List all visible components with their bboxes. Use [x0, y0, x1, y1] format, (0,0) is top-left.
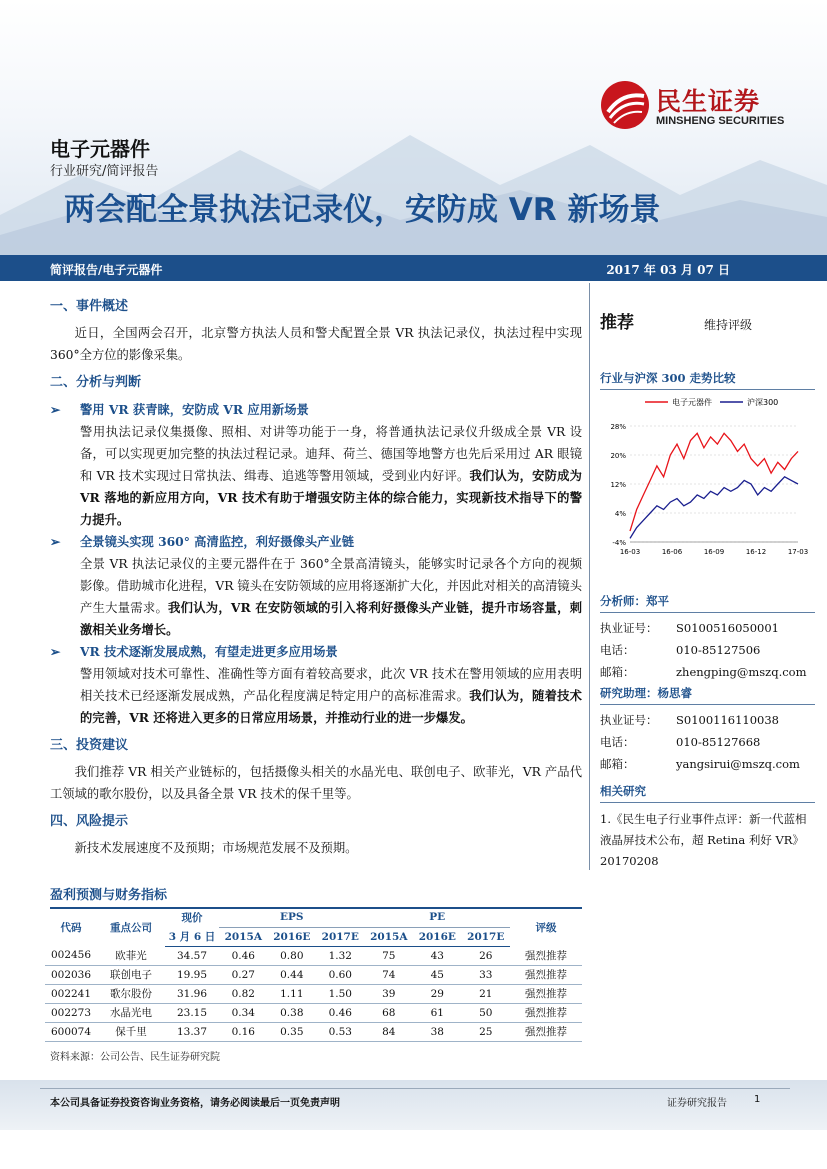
- table-cell: 0.46: [316, 1003, 364, 1022]
- footer-divider: [40, 1088, 790, 1089]
- table-cell: 1.32: [316, 946, 364, 965]
- series-line-index: [630, 477, 798, 539]
- table-cell: 29: [413, 984, 461, 1003]
- x-tick-label: 16-06: [661, 548, 683, 556]
- trend-chart: [600, 390, 815, 575]
- x-tick-label: 16-12: [745, 548, 767, 556]
- table-cell: 1.11: [268, 984, 316, 1003]
- col-header: 现价: [181, 912, 203, 924]
- table-source: 资料来源：公司公告、民生证券研究院: [50, 1052, 220, 1063]
- table-cell: 002036: [45, 965, 97, 984]
- bullet-body: [50, 663, 582, 729]
- table-cell: 0.44: [268, 965, 316, 984]
- col-header: 代码: [60, 921, 82, 934]
- conclusion-text: 我们认为，随着技术的完善，VR 还将进入更多的日常应用场景，并推动行业的进一步爆发。: [80, 688, 582, 725]
- y-tick-label: 12%: [610, 481, 626, 489]
- forecast-table: [45, 908, 582, 1042]
- table-row: [45, 946, 582, 965]
- info-row: [600, 709, 815, 731]
- legend-label: 电子元器件: [672, 398, 712, 407]
- info-value[interactable]: zhengping@mszq.com: [676, 665, 807, 679]
- info-key: 电话：: [600, 735, 635, 749]
- bullet-heading-text: 警用 VR 获青睐，安防成 VR 应用新场景: [80, 402, 309, 417]
- info-row: [600, 731, 815, 753]
- table-cell: 0.34: [219, 1003, 268, 1022]
- info-row: [600, 617, 815, 639]
- assistant-info: [600, 709, 815, 775]
- table-cell: 26: [462, 946, 510, 965]
- table-cell: 0.38: [268, 1003, 316, 1022]
- assistant-heading: 研究助理：杨思睿: [600, 685, 815, 705]
- table-cell: 21: [462, 984, 510, 1003]
- info-value: 010-85127668: [676, 735, 761, 749]
- table-cell: 74: [364, 965, 413, 984]
- rating-box: [600, 300, 815, 340]
- info-key: 邮箱：: [600, 665, 635, 679]
- paragraph: 新技术发展速度不及预期；市场规范发展不及预期。: [74, 841, 358, 855]
- table-cell: 50: [462, 1003, 510, 1022]
- main-content: [50, 296, 582, 859]
- info-key: 执业证号：: [600, 713, 658, 727]
- related-heading: 相关研究: [600, 783, 815, 803]
- paragraph: 近日，全国两会召开，北京警方执法人员和警犬配置全景 VR 执法记录仪，执法过程中实现 360°全方位的影像采集。: [50, 326, 582, 362]
- col-header: 2017E: [462, 927, 510, 946]
- arrow-bullet-icon: ➢: [50, 402, 61, 417]
- table-cell: 33: [462, 965, 510, 984]
- bullet-body: [50, 421, 582, 531]
- table-cell: 联创电子: [97, 965, 165, 984]
- table-cell: 61: [413, 1003, 461, 1022]
- table-cell: 19.95: [165, 965, 219, 984]
- table-cell: 84: [364, 1022, 413, 1041]
- section-title: 三、投资建议: [50, 738, 129, 753]
- y-tick-label: 4%: [614, 510, 626, 518]
- table-cell: 0.82: [219, 984, 268, 1003]
- info-row: [600, 661, 815, 683]
- table-cell: 38: [413, 1022, 461, 1041]
- rating: 推荐: [600, 313, 634, 333]
- minsheng-logo: [600, 80, 800, 130]
- table-cell: 0.53: [316, 1022, 364, 1041]
- table-cell: 002241: [45, 984, 97, 1003]
- y-tick-label: 28%: [610, 423, 626, 431]
- chart-heading: 行业与沪深 300 走势比较: [600, 370, 815, 390]
- table-cell: 歌尔股份: [97, 984, 165, 1003]
- table-cell: 34.57: [165, 946, 219, 965]
- report-type: 行业研究/简评报告: [50, 164, 159, 179]
- table-cell: 强烈推荐: [510, 1003, 582, 1022]
- col-header: 2015A: [364, 927, 413, 946]
- body-text: 警用领域对技术可靠性、准确性等方面有着较高要求，此次 VR 技术在警用领域的应用表明相关技术已经逐渐发展成熟，产品化程度满足特定用户的高标准需求。: [80, 667, 582, 703]
- bullet-heading: [50, 531, 582, 553]
- info-row: [600, 639, 815, 661]
- table-cell: 31.96: [165, 984, 219, 1003]
- table-cell: 强烈推荐: [510, 965, 582, 984]
- table-cell: 0.27: [219, 965, 268, 984]
- bullet-body: [50, 553, 582, 641]
- info-key: 电话：: [600, 643, 635, 657]
- table-cell: 45: [413, 965, 461, 984]
- y-tick-label: 20%: [610, 452, 626, 460]
- table-row: [45, 1022, 582, 1041]
- table-cell: 002273: [45, 1003, 97, 1022]
- col-header: 3 月 6 日: [165, 927, 219, 946]
- arrow-bullet-icon: ➢: [50, 644, 61, 659]
- x-tick-label: 16-09: [703, 548, 725, 556]
- chart-svg: [600, 390, 815, 575]
- col-header: 评级: [535, 921, 557, 934]
- table-cell: 75: [364, 946, 413, 965]
- x-tick-label: 16-03: [619, 548, 641, 556]
- col-group-header: PE: [364, 908, 510, 927]
- report-date: 2017 年 03 月 07 日: [606, 263, 730, 277]
- paragraph: 我们推荐 VR 相关产业链标的，包括摄像头相关的水晶光电、联创电子、欧菲光，VR 产品代工领域的歌尔股份，以及具备全景 VR 技术的保千里等。: [50, 765, 582, 801]
- logo-text-cn: 民生证券: [656, 87, 761, 116]
- section-title: 一、事件概述: [50, 299, 129, 314]
- table-cell: 0.80: [268, 946, 316, 965]
- bullet-heading-text: VR 技术逐渐发展成熟，有望走进更多应用场景: [80, 644, 338, 659]
- table-cell: 水晶光电: [97, 1003, 165, 1022]
- table-cell: 25: [462, 1022, 510, 1041]
- x-tick-label: 17-03: [787, 548, 809, 556]
- logo-emblem-icon: [600, 80, 650, 130]
- col-header: 2017E: [316, 927, 364, 946]
- sidebar: [600, 300, 815, 872]
- col-header: 2015A: [219, 927, 268, 946]
- table-cell: 002456: [45, 946, 97, 965]
- body-text: 警用执法记录仪集摄像、照相、对讲等功能于一身，将普通执法记录仪升级成全景 VR 设备，可以实现更加完整的执法过程记录。迪拜、荷兰、德国等地警方也先后采用过 AR 眼镜和 VR 技术实现过日常执法、缉毒、追逃等警用领域，受到业内好评。: [80, 425, 582, 483]
- analyst-heading: 分析师：郑平: [600, 593, 815, 613]
- table-cell: 强烈推荐: [510, 946, 582, 965]
- related-item[interactable]: 1.《民生电子行业事件点评：新一代蓝相液晶屏技术公布，超 Retina 利好 VR》20170208: [600, 812, 807, 868]
- table-row: [45, 965, 582, 984]
- body-text: 全景 VR 执法记录仪的主要元器件在于 360°全景高清镜头，能够实时记录各个方向的视频影像。借助城市化进程，VR 镜头在安防领域的应用将逐渐扩大化，并因此对相关的高清镜头产生大量需求。: [80, 557, 582, 615]
- table-title: 盈利预测与财务指标: [50, 884, 582, 909]
- column-divider: [589, 283, 590, 870]
- table-cell: 0.60: [316, 965, 364, 984]
- info-key: 邮箱：: [600, 757, 635, 771]
- page-title: 两会配全景执法记录仪，安防成 VR 新场景: [64, 192, 661, 228]
- bullet-heading: [50, 399, 582, 421]
- arrow-bullet-icon: ➢: [50, 534, 61, 549]
- col-header: 2016E: [413, 927, 461, 946]
- series-line-industry: [630, 433, 798, 531]
- footer-disclaimer[interactable]: 本公司具备证券投资咨询业务资格，请务必阅读最后一页免责声明: [50, 1098, 340, 1109]
- bullet-heading: [50, 641, 582, 663]
- table-row: [45, 984, 582, 1003]
- table-cell: 13.37: [165, 1022, 219, 1041]
- table-cell: 600074: [45, 1022, 97, 1041]
- col-header: 重点公司: [110, 921, 152, 934]
- col-group-header: EPS: [219, 908, 364, 927]
- info-value[interactable]: yangsirui@mszq.com: [676, 757, 800, 771]
- footer-label: 证券研究报告: [667, 1098, 727, 1109]
- logo-text-en: MINSHENG SECURITIES: [656, 115, 785, 127]
- info-key: 执业证号：: [600, 621, 658, 635]
- y-tick-label: -4%: [612, 539, 626, 547]
- info-value: S0100116110038: [676, 713, 779, 727]
- rating-sub: 维持评级: [704, 318, 753, 332]
- section-title: 四、风险提示: [50, 814, 129, 829]
- conclusion-text: 我们认为，VR 在安防领域的引入将利好摄像头产业链，提升市场容量，刺激相关业务增长。: [80, 600, 582, 637]
- table-cell: 0.16: [219, 1022, 268, 1041]
- table-cell: 0.35: [268, 1022, 316, 1041]
- table-cell: 强烈推荐: [510, 1022, 582, 1041]
- table-cell: 0.46: [219, 946, 268, 965]
- table-cell: 欧菲光: [97, 946, 165, 965]
- table-cell: 保千里: [97, 1022, 165, 1041]
- table-cell: 43: [413, 946, 461, 965]
- info-row: [600, 753, 815, 775]
- band-category: 简评报告/电子元器件: [50, 263, 163, 277]
- table-cell: 39: [364, 984, 413, 1003]
- conclusion-text: 我们认为，安防成为 VR 落地的新应用方向，VR 技术有助于增强安防主体的综合能力，实现新技术指导下的警力提升。: [80, 468, 582, 527]
- analyst-info: [600, 617, 815, 683]
- section-title: 二、分析与判断: [50, 375, 142, 390]
- table-cell: 23.15: [165, 1003, 219, 1022]
- info-value: S0100516050001: [676, 621, 779, 635]
- page-number: 1: [754, 1094, 761, 1105]
- legend-label: 沪深300: [747, 398, 779, 407]
- bullet-heading-text: 全景镜头实现 360° 高清监控，利好摄像头产业链: [80, 534, 355, 549]
- table-cell: 1.50: [316, 984, 364, 1003]
- col-header: 2016E: [268, 927, 316, 946]
- table-row: [45, 1003, 582, 1022]
- info-value: 010-85127506: [676, 643, 761, 657]
- table-cell: 68: [364, 1003, 413, 1022]
- industry-label: 电子元器件: [50, 137, 150, 161]
- table-cell: 强烈推荐: [510, 984, 582, 1003]
